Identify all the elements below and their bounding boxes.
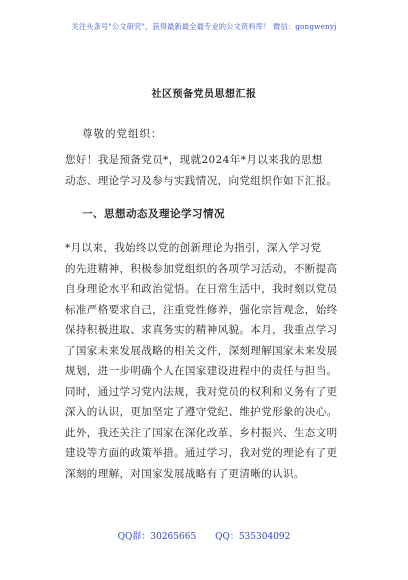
body-line: 规划，进一步明确个人在国家建设进程中的责任与担当。	[65, 365, 338, 377]
section-heading: 一、思想动态及理论学习情况	[82, 208, 225, 220]
body-line: 的先进精神，积极参加党组织的各项学习活动，不断提高	[65, 262, 338, 275]
body-paragraph	[65, 238, 355, 484]
body-line: 此外，我还关注了国家在深化改革、乡村振兴、生态文明	[65, 426, 338, 439]
footer-contact	[0, 529, 408, 542]
body-line: 深刻的理解，对国家发展战略有了更清晰的认识。	[65, 467, 305, 480]
body-line: 建设等方面的政策举措。通过学习，我对党的理论有了更	[65, 447, 338, 459]
intro-line: 您好！我是预备党员*，现就2024年*月以来我的思想	[65, 154, 323, 166]
salutation: 尊敬的党组织：	[82, 128, 163, 140]
intro-paragraph	[65, 150, 355, 191]
intro-line: 动态、理论学习及参与实践情况，向党组织作如下汇报。	[65, 174, 338, 187]
body-line: 同时，通过学习党内法规，我对党员的权利和义务有了更	[65, 385, 338, 398]
body-line: 了国家未来发展战略的相关文件，深刻理解国家未来发展	[65, 344, 338, 357]
footer-qq-group: QQ群：30265665	[117, 532, 197, 542]
footer-qq: QQ：535304092	[215, 532, 291, 542]
body-line: 标准严格要求自己，注重党性修养，强化宗旨观念，始终	[65, 303, 338, 316]
body-line: *月以来，我始终以党的创新理论为指引，深入学习党	[65, 242, 322, 254]
document-title: 社区预备党员思想汇报	[151, 89, 257, 100]
body-line: 深入的认识，更加坚定了遵守党纪、维护党形象的决心。	[65, 406, 338, 418]
header-banner: 关注头条号"公文研究"，获得最新最全最专业的公文资料库！ 微信：gongwenyj	[71, 22, 337, 31]
body-line: 保持积极进取、求真务实的精神风貌。本月，我重点学习	[65, 324, 338, 336]
body-line: 自身理论水平和政治觉悟。在日常生活中，我时刻以党员	[65, 283, 338, 295]
